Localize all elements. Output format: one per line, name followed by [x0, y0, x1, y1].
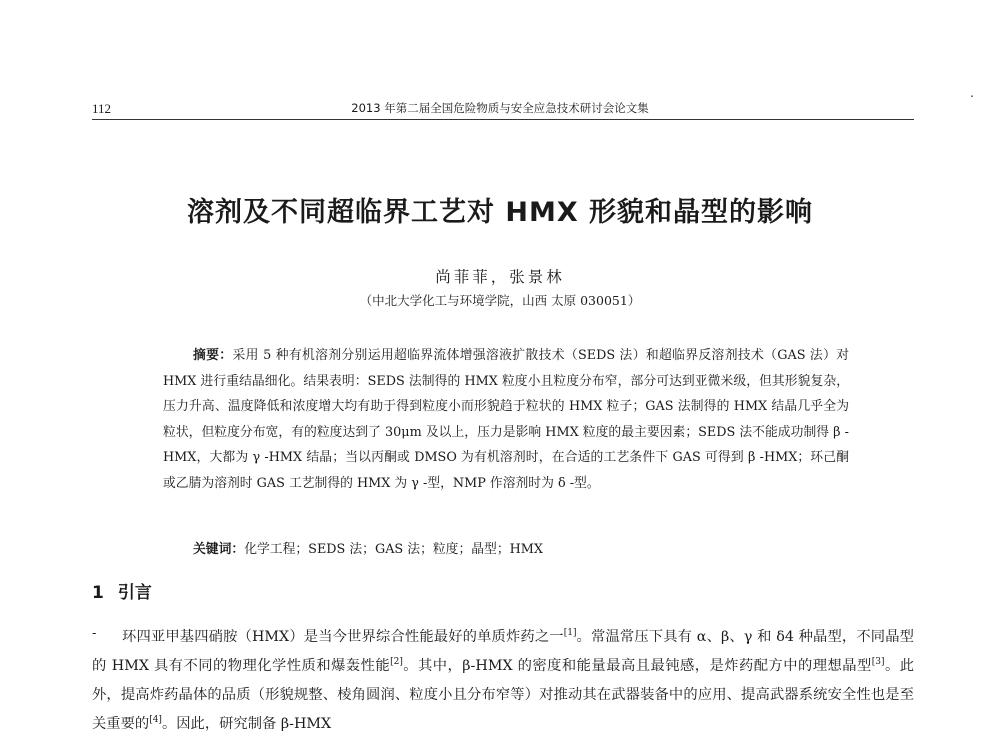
intro-text-3: 。其中，β-HMX 的密度和能量最高且最钝感，是炸药配方中的理想晶型	[402, 658, 872, 674]
citation-ref: [3]	[871, 657, 885, 667]
keywords-text: 化学工程；SEDS 法；GAS 法；粒度；晶型；HMX	[244, 542, 544, 557]
citation-ref: [4]	[149, 715, 162, 725]
intro-text-2: 。常温常压下具有 α、β、γ 和 δ4 种晶型，不同晶型的 HMX 具有不同的物理化学性质和爆轰性能	[92, 629, 914, 674]
header-rule	[92, 119, 914, 120]
abstract-text: 采用 5 种有机溶剂分别运用超临界流体增强溶液扩散技术（SEDS 法）和超临界反溶剂技术（GAS 法）对 HMX 进行重结晶细化。结果表明：SEDS 法制得的 HMX 粒度小且粒度分布窄，部分可达到亚微米级，但其形貌复杂，压力升高、温度降低和浓度增大均有助于得到粒度小而形貌趋于粒状的 HMX 粒子；GAS 法制得的 HMX 结晶几乎全为粒状，但粒度分布宽，有的粒度达到了 30μm 及以上，压力是影响 HMX 粒度的最主要因素；SEDS 法不能成功制得 β -HMX，大都为 γ -HMX 结晶；当以丙酮或 DMSO 为有机溶剂时，在合适的工艺条件下 GAS 可得到 β -HMX；环己酮或乙腈为溶剂时 GAS 工艺制得的 HMX 为 γ -型，NMP 作溶剂时为 δ -型。	[163, 348, 850, 491]
intro-text-5: 。因此，研究制备 β-HMX	[161, 716, 332, 732]
intro-paragraph	[92, 623, 914, 739]
citation-ref: [2]	[390, 657, 403, 667]
citation-ref: [1]	[563, 628, 577, 638]
margin-mark: .	[970, 86, 974, 100]
affiliation: （中北大学化工与环境学院，山西 太原 030051）	[359, 293, 641, 308]
section-number: 1	[92, 583, 104, 603]
keywords	[193, 538, 543, 557]
abstract	[163, 343, 849, 497]
page-number: 112	[92, 101, 112, 116]
authors: 尚菲菲，张景林	[435, 268, 565, 286]
paper-title: 溶剂及不同超临界工艺对 HMX 形貌和晶型的影响	[186, 197, 814, 228]
intro-marker: -	[92, 626, 97, 641]
section-title: 引言	[117, 583, 152, 603]
abstract-label: 摘要：	[193, 348, 233, 363]
intro-text-4: 。此外，提高炸药晶体的品质（形貌规整、棱角圆润、粒度小且分布窄等）对推动其在武器装备中的应用、提高武器系统安全性也是至关重要的	[92, 658, 914, 732]
running-header: 2013 年第二届全国危险物质与安全应急技术研讨会论文集	[351, 101, 649, 115]
keywords-label: 关键词：	[193, 542, 245, 557]
intro-text-1: 环四亚甲基四硝胺（HMX）是当今世界综合性能最好的单质炸药之一	[122, 629, 564, 645]
section-heading	[92, 578, 152, 603]
